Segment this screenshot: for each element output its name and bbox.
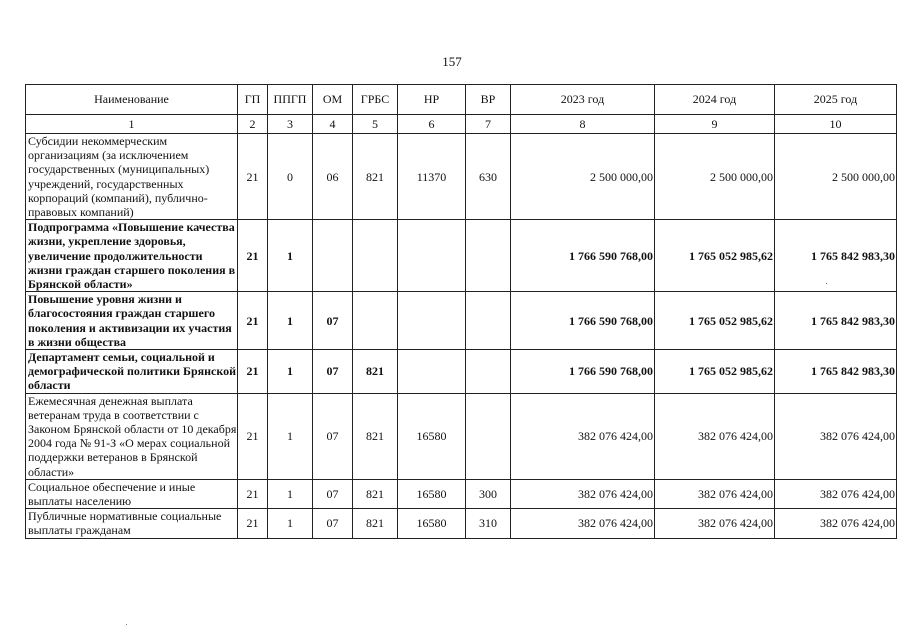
column-number-cell: 8 <box>511 115 655 134</box>
table-cell: 382 076 424,00 <box>775 509 897 538</box>
row-name-cell: Департамент семьи, социальной и демографической политики Брянской области <box>26 350 238 394</box>
column-number-cell: 3 <box>268 115 313 134</box>
header-cell: НР <box>398 85 466 115</box>
table-cell <box>353 220 398 292</box>
column-number-cell: 7 <box>466 115 511 134</box>
table-cell: 21 <box>238 350 268 394</box>
table-cell <box>466 292 511 350</box>
header-cell: Наименование <box>26 85 238 115</box>
header-cell: 2025 год <box>775 85 897 115</box>
table-cell: 1 <box>268 479 313 508</box>
row-name-cell: Ежемесячная денежная выплата ветеранам труда в соответствии с Законом Брянской области от 10 декабря 2004 года № 91-З «О мерах социальной поддержки ветеранов в Брянской области» <box>26 393 238 479</box>
table-cell: 21 <box>238 220 268 292</box>
column-number-cell: 9 <box>655 115 775 134</box>
table-cell: 07 <box>313 350 353 394</box>
table-cell: 1 <box>268 350 313 394</box>
page-number: 157 <box>442 54 462 69</box>
table-cell <box>466 393 511 479</box>
table-cell: 21 <box>238 134 268 220</box>
table-cell: 21 <box>238 479 268 508</box>
scan-speck <box>126 624 127 625</box>
table-cell: 382 076 424,00 <box>511 479 655 508</box>
table-cell: 821 <box>353 134 398 220</box>
table-row <box>26 134 897 220</box>
table-row <box>26 350 897 394</box>
table-cell <box>353 292 398 350</box>
table-cell: 1 765 052 985,62 <box>655 220 775 292</box>
table-cell: 0 <box>268 134 313 220</box>
table-cell: 1 765 842 983,30 <box>775 350 897 394</box>
table-cell: 1 765 842 983,30 <box>775 292 897 350</box>
table-cell <box>466 220 511 292</box>
row-name-cell: Повышение уровня жизни и благосостояния граждан старшего поколения и активизации их участия в жизни общества <box>26 292 238 350</box>
table-cell: 1 <box>268 220 313 292</box>
header-cell: ГРБС <box>353 85 398 115</box>
table-row <box>26 393 897 479</box>
table-cell: 382 076 424,00 <box>775 393 897 479</box>
table-cell: 821 <box>353 350 398 394</box>
table-cell: 16580 <box>398 479 466 508</box>
table-cell <box>398 220 466 292</box>
table-cell: 21 <box>238 292 268 350</box>
row-name-cell: Субсидии некоммерческим организациям (за исключением государственных (муниципальных) учреждений, государственных корпораций (компаний), публично-правовых компаний) <box>26 134 238 220</box>
table-cell: 1 765 052 985,62 <box>655 350 775 394</box>
table-cell: 21 <box>238 393 268 479</box>
scan-speck <box>826 283 827 284</box>
table-cell <box>398 350 466 394</box>
table-cell: 1 766 590 768,00 <box>511 220 655 292</box>
column-number-cell: 4 <box>313 115 353 134</box>
header-row <box>26 85 897 115</box>
row-name-cell: Подпрограмма «Повышение качества жизни, укрепление здоровья, увеличение продолжительности жизни граждан старшего поколения в Брянской области» <box>26 220 238 292</box>
table-cell: 821 <box>353 479 398 508</box>
table-cell: 382 076 424,00 <box>511 393 655 479</box>
table-cell: 382 076 424,00 <box>655 479 775 508</box>
table-cell: 1 <box>268 393 313 479</box>
header-cell: ВР <box>466 85 511 115</box>
table-cell: 300 <box>466 479 511 508</box>
table-cell: 07 <box>313 479 353 508</box>
table-cell: 2 500 000,00 <box>775 134 897 220</box>
table-row <box>26 509 897 538</box>
header-cell: ГП <box>238 85 268 115</box>
table-cell: 821 <box>353 509 398 538</box>
table-row <box>26 220 897 292</box>
table-cell: 1 766 590 768,00 <box>511 292 655 350</box>
header-cell: ОМ <box>313 85 353 115</box>
table-cell: 310 <box>466 509 511 538</box>
table-cell: 2 500 000,00 <box>655 134 775 220</box>
table-cell: 382 076 424,00 <box>511 509 655 538</box>
table-row <box>26 292 897 350</box>
row-name-cell: Публичные нормативные социальные выплаты гражданам <box>26 509 238 538</box>
table-cell: 1 <box>268 509 313 538</box>
header-cell: ППГП <box>268 85 313 115</box>
budget-table <box>25 84 897 539</box>
table-cell: 07 <box>313 509 353 538</box>
table-cell: 382 076 424,00 <box>655 509 775 538</box>
row-name-cell: Социальное обеспечение и иные выплаты населению <box>26 479 238 508</box>
table-cell: 1 <box>268 292 313 350</box>
header-cell: 2023 год <box>511 85 655 115</box>
table-row <box>26 479 897 508</box>
table-cell: 382 076 424,00 <box>655 393 775 479</box>
table-cell: 16580 <box>398 393 466 479</box>
table-cell <box>466 350 511 394</box>
column-number-cell: 2 <box>238 115 268 134</box>
table-cell: 07 <box>313 393 353 479</box>
table-cell: 21 <box>238 509 268 538</box>
table-cell: 16580 <box>398 509 466 538</box>
header-cell: 2024 год <box>655 85 775 115</box>
table-cell <box>313 220 353 292</box>
column-number-cell: 5 <box>353 115 398 134</box>
table-cell: 1 765 842 983,30 <box>775 220 897 292</box>
table-cell: 07 <box>313 292 353 350</box>
table-cell: 11370 <box>398 134 466 220</box>
table-cell: 821 <box>353 393 398 479</box>
table-cell: 382 076 424,00 <box>775 479 897 508</box>
table-cell: 06 <box>313 134 353 220</box>
table-cell: 1 766 590 768,00 <box>511 350 655 394</box>
table-cell: 630 <box>466 134 511 220</box>
table-cell: 1 765 052 985,62 <box>655 292 775 350</box>
table-cell <box>398 292 466 350</box>
column-number-row <box>26 115 897 134</box>
column-number-cell: 6 <box>398 115 466 134</box>
column-number-cell: 1 <box>26 115 238 134</box>
table-body <box>26 134 897 539</box>
column-number-cell: 10 <box>775 115 897 134</box>
table-cell: 2 500 000,00 <box>511 134 655 220</box>
